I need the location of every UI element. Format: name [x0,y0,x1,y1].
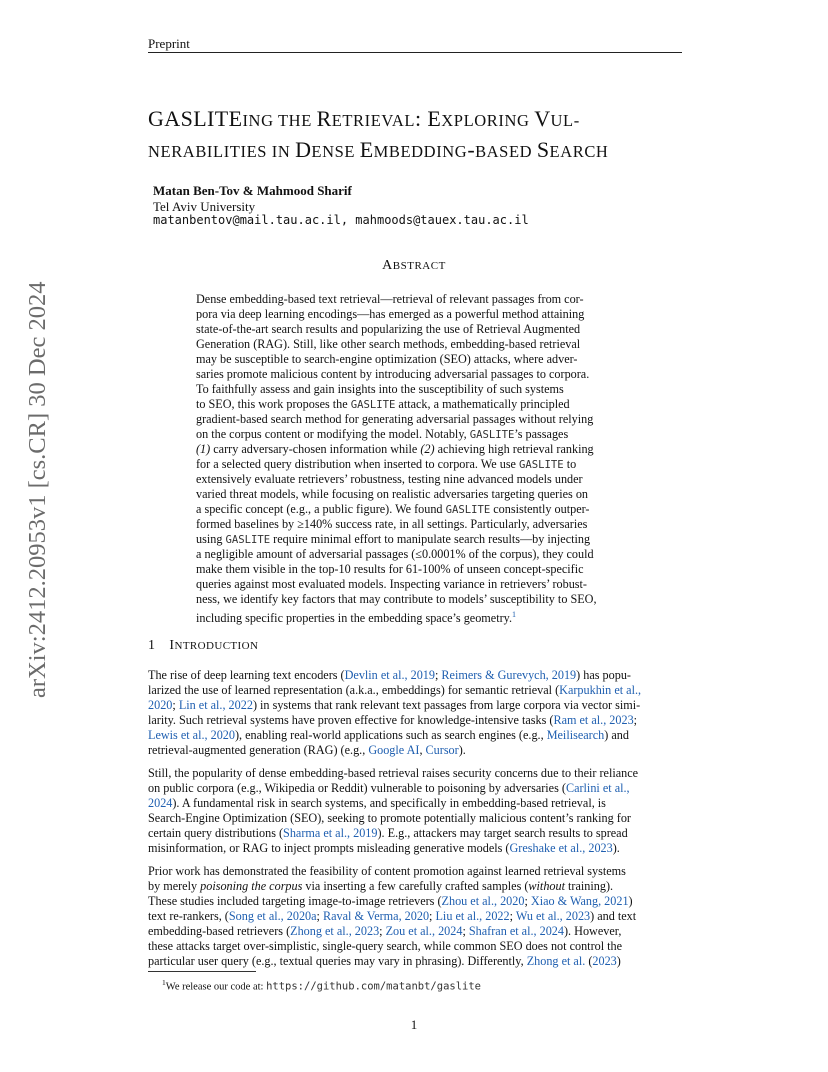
enum-marker: (2) [420,442,435,456]
text-run: ) and [604,728,629,742]
abstract-line: saries promote malicious content by introducing adversarial passages to corpora. [196,367,590,381]
abstract-line: Generation (RAG). Still, like other search methods, embedding-based retrieval [196,337,581,351]
author-emails: matanbentov@mail.tau.ac.il, mahmoods@tauex.tau.ac.il [153,213,529,227]
text-run: ; [633,713,638,727]
abstract-line: ness, we identify key factors that may contribute to models’ susceptibility to SEO, [196,592,597,606]
abstract-line [196,427,632,443]
title-line-1 [148,104,688,135]
text-run: ; [429,909,436,923]
abstract-line: extensively evaluate retrievers’ robustness, testing nine advanced models under [196,472,583,486]
header-label: Preprint [148,36,190,51]
title-part: EARCH [549,142,609,161]
abstract-line [196,502,632,518]
text-run: carry adversary-chosen information while [210,442,421,456]
text-run: including specific properties in the embedding space’s geometry. [196,611,512,626]
text-run: achieving high retrieval ranking [434,442,594,456]
header-rule [148,52,682,53]
code-url-link[interactable]: https://github.com/matanbt/gaslite [266,980,481,993]
title-part: ENSE [311,142,360,161]
text-run: The rise of deep learning text encoders ( [148,668,345,682]
text-run: ) in systems that rank relevant text passages from large corpora via vector simi- [252,698,641,712]
text-run: ). A fundamental risk in search systems, and specifically in embedding-based retrieval, is [172,796,606,810]
text-run: consistently outper- [490,502,590,516]
title-part: - [467,137,476,162]
citation-link[interactable]: Devlin et al., 2019 [344,668,435,682]
text-run: ), enabling real-world applications such as search engines (e.g., [235,728,547,742]
footnote-text: We release our code at: [165,981,267,993]
text-run: by merely [148,879,201,893]
footnote-rule [148,971,256,972]
text-run: larity. Such retrieval systems have proven effective for knowledge-intensive tasks ( [148,713,554,727]
body-line: Prior work has demonstrated the feasibility of content promotion against learned retrieval systems [148,864,626,878]
page-number: 1 [410,1017,418,1032]
citation-link[interactable]: Shafran et al., 2024 [468,924,564,938]
text-run: for a selected query distribution when inserted to corpora. We use [196,457,520,471]
citation-link[interactable]: 2020 [148,698,173,712]
body-line [148,743,682,758]
paper-title [148,104,688,166]
body-line: Still, the popularity of dense embedding-based retrieval raises security concerns due to their reliance [148,766,639,780]
citation-link[interactable]: Sharma et al., 2019 [283,826,378,840]
abstract-line: gradient-based search method for generating adversarial passages without relying [196,412,594,426]
emphasis-text: without [528,879,565,893]
text-run: ; [172,698,179,712]
abstract-line [196,397,632,413]
citation-link[interactable]: Liu et al., 2022 [435,909,510,923]
body-line [148,728,682,743]
citation-link[interactable]: Raval & Verma, 2020 [322,909,430,923]
body-line [148,781,682,796]
title-part: NERABILITIES IN [148,142,296,161]
abstract-line: queries against most evaluated models. Inspecting variance in retrievers’ robust- [196,577,587,591]
abstract-line [196,607,632,626]
text-run: ; [316,909,323,923]
text-run: ; [509,909,516,923]
citation-link[interactable]: 2023 [592,954,617,968]
section-heading [148,638,258,654]
body-line [148,796,682,811]
method-name: GASLITE [519,459,564,471]
abstract-line [196,457,632,473]
citation-link[interactable]: Zhong et al., 2023 [290,924,380,938]
method-name: GASLITE [445,504,491,516]
citation-link[interactable]: Karpukhin et al., [559,683,642,697]
body-line: these attacks target over-simplistic, single-query search, while common SEO does not control the [148,939,623,953]
text-run: larized the use of learned representation (a.k.a., embeddings) for semantic retrieval ( [148,683,560,697]
external-link[interactable]: Cursor [425,743,459,757]
citation-link[interactable]: Song et al., 2020a [228,909,317,923]
text-run: ) [616,954,621,968]
text-run: ). [612,841,620,855]
body-line [148,924,682,939]
text-run: training). [565,879,614,893]
title-part: ETRIEVAL [331,111,416,130]
abstract-line: varied threat models, while focusing on realistic adversaries targeting queries on [196,487,589,501]
text-run: ; [462,924,469,938]
abstract-line: make them visible in the top-10 results for 61-100% of unseen concept-specific [196,562,584,576]
body-line [148,841,682,856]
text-run: certain query distributions ( [148,826,284,840]
body-line [148,683,682,698]
text-run: ’s passages [514,427,569,441]
title-line-2 [148,135,688,166]
body-line: Search-Engine Optimization (SEO), seeking to promote potentially malicious content’s ranking for [148,811,631,825]
heading-part: I [169,638,175,653]
abstract-heading [0,258,828,274]
abstract-line [196,532,632,548]
citation-link[interactable]: Zhong et al. [526,954,586,968]
author-names: Matan Ben-Tov & Mahmood Sharif [153,183,352,198]
abstract-line: may be susceptible to search-engine optimization (SEO) attacks, where adver- [196,352,578,366]
body-line [148,894,682,909]
text-run: via inserting a few carefully crafted samples ( [302,879,529,893]
text-run: embedding-based retrievers ( [148,924,291,938]
text-run: to [563,457,577,471]
text-run: particular user query (e.g., textual queries may vary in phrasing). Differently, [148,954,527,968]
body-line [148,826,682,841]
heading-part: NTRODUCTION [174,640,259,652]
text-run: on public corpora (e.g., Wikipedia or Reddit) vulnerable to poisoning by adversaries ( [148,781,566,795]
title-part: UL- [550,111,580,130]
title-part: V [534,106,551,131]
title-part: : E [415,106,442,131]
method-name: GASLITE [350,399,396,411]
citation-link[interactable]: 2024 [148,796,173,810]
section-number: 1 [148,638,156,653]
title-part: E [359,137,374,162]
text-run: These studies included targeting image-to-image retrievers ( [148,894,442,908]
title-part: GASLITE [148,106,243,131]
text-run: a specific concept (e.g., a public figure). We found [196,502,446,516]
citation-link[interactable]: Zou et al., 2024 [385,924,463,938]
external-link[interactable]: Meilisearch [546,728,605,742]
text-run: text re-rankers, ( [148,909,229,923]
title-part: XPLORING [441,111,535,130]
emphasis-text: poisoning the corpus [200,879,303,893]
text-run: ) and text [590,909,637,923]
body-line [148,668,682,683]
abstract-line: formed baselines by ≥140% success rate, in all settings. Particularly, adversaries [196,517,588,531]
abstract-line: a negligible amount of adversarial passages (≤0.0001% of the corpus), they could [196,547,594,561]
abstract-line: state-of-the-art search results and popularizing the use of Retrieval Augmented [196,322,581,336]
footnote [162,978,481,993]
text-run: on the corpus content or modifying the model. Notably, [196,427,470,441]
method-name: GASLITE [225,534,271,546]
enum-marker: (1) [196,442,211,456]
title-part: BASED [475,142,537,161]
heading-part: BSTRACT [392,260,446,272]
body-line [148,698,682,713]
text-run: misinformation, or RAG to inject prompts misleading generative models ( [148,841,510,855]
text-run: ( [585,954,593,968]
body-line [148,713,682,728]
text-run: to SEO, this work proposes the [196,397,351,411]
text-run: ) [628,894,633,908]
footnote-link[interactable]: 1 [512,610,516,619]
text-run: , [419,743,426,757]
text-run: ) has popu- [576,668,631,682]
citation-link[interactable]: Wu et al., 2023 [515,909,591,923]
footnote-mark: 1 [162,978,166,987]
citation-link[interactable]: Xiao & Wang, 2021 [530,894,629,908]
title-part: S [536,137,550,162]
text-run: require minimal effort to manipulate search results—by injecting [270,532,591,546]
abstract-line [196,442,632,457]
text-run: retrieval-augmented generation (RAG) (e.g., [148,743,369,757]
title-part: R [316,106,332,131]
citation-link[interactable]: Lewis et al., 2020 [148,728,235,742]
text-run: attack, a mathematically principled [395,397,570,411]
text-run: ; [524,894,531,908]
body-line [148,909,682,924]
body-line [148,879,682,894]
text-run: ). [458,743,466,757]
text-run: ; [434,668,442,682]
citation-link[interactable]: Ram et al., 2023 [553,713,634,727]
text-run: ; [379,924,386,938]
abstract-line: pora via deep learning encodings—has emerged as a powerful method attaining [196,307,585,321]
text-run: ). E.g., attackers may target search results to spread [377,826,628,840]
author-affiliation: Tel Aviv University [153,199,256,214]
citation-link[interactable]: Zhou et al., 2020 [441,894,525,908]
external-link[interactable]: Google AI [368,743,420,757]
arxiv-identifier: arXiv:2412.20953v1 [cs.CR] 30 Dec 2024 [24,281,51,698]
heading-part: A [382,258,393,273]
abstract-line: To faithfully assess and gain insights into the susceptibility of such systems [196,382,564,396]
title-part: MBEDDING [373,142,468,161]
text-run: using [196,532,226,546]
body-line [148,954,682,969]
method-name: GASLITE [469,429,515,441]
text-run: ). However, [564,924,622,938]
abstract-line: Dense embedding-based text retrieval—retrieval of relevant passages from cor- [196,292,584,306]
title-part: D [295,137,312,162]
citation-link[interactable]: Carlini et al., [565,781,630,795]
citation-link[interactable]: Reimers & Gurevych, 2019 [441,668,577,682]
title-part: ING THE [242,111,317,130]
citation-link[interactable]: Lin et al., 2022 [178,698,253,712]
citation-link[interactable]: Greshake et al., 2023 [509,841,613,855]
